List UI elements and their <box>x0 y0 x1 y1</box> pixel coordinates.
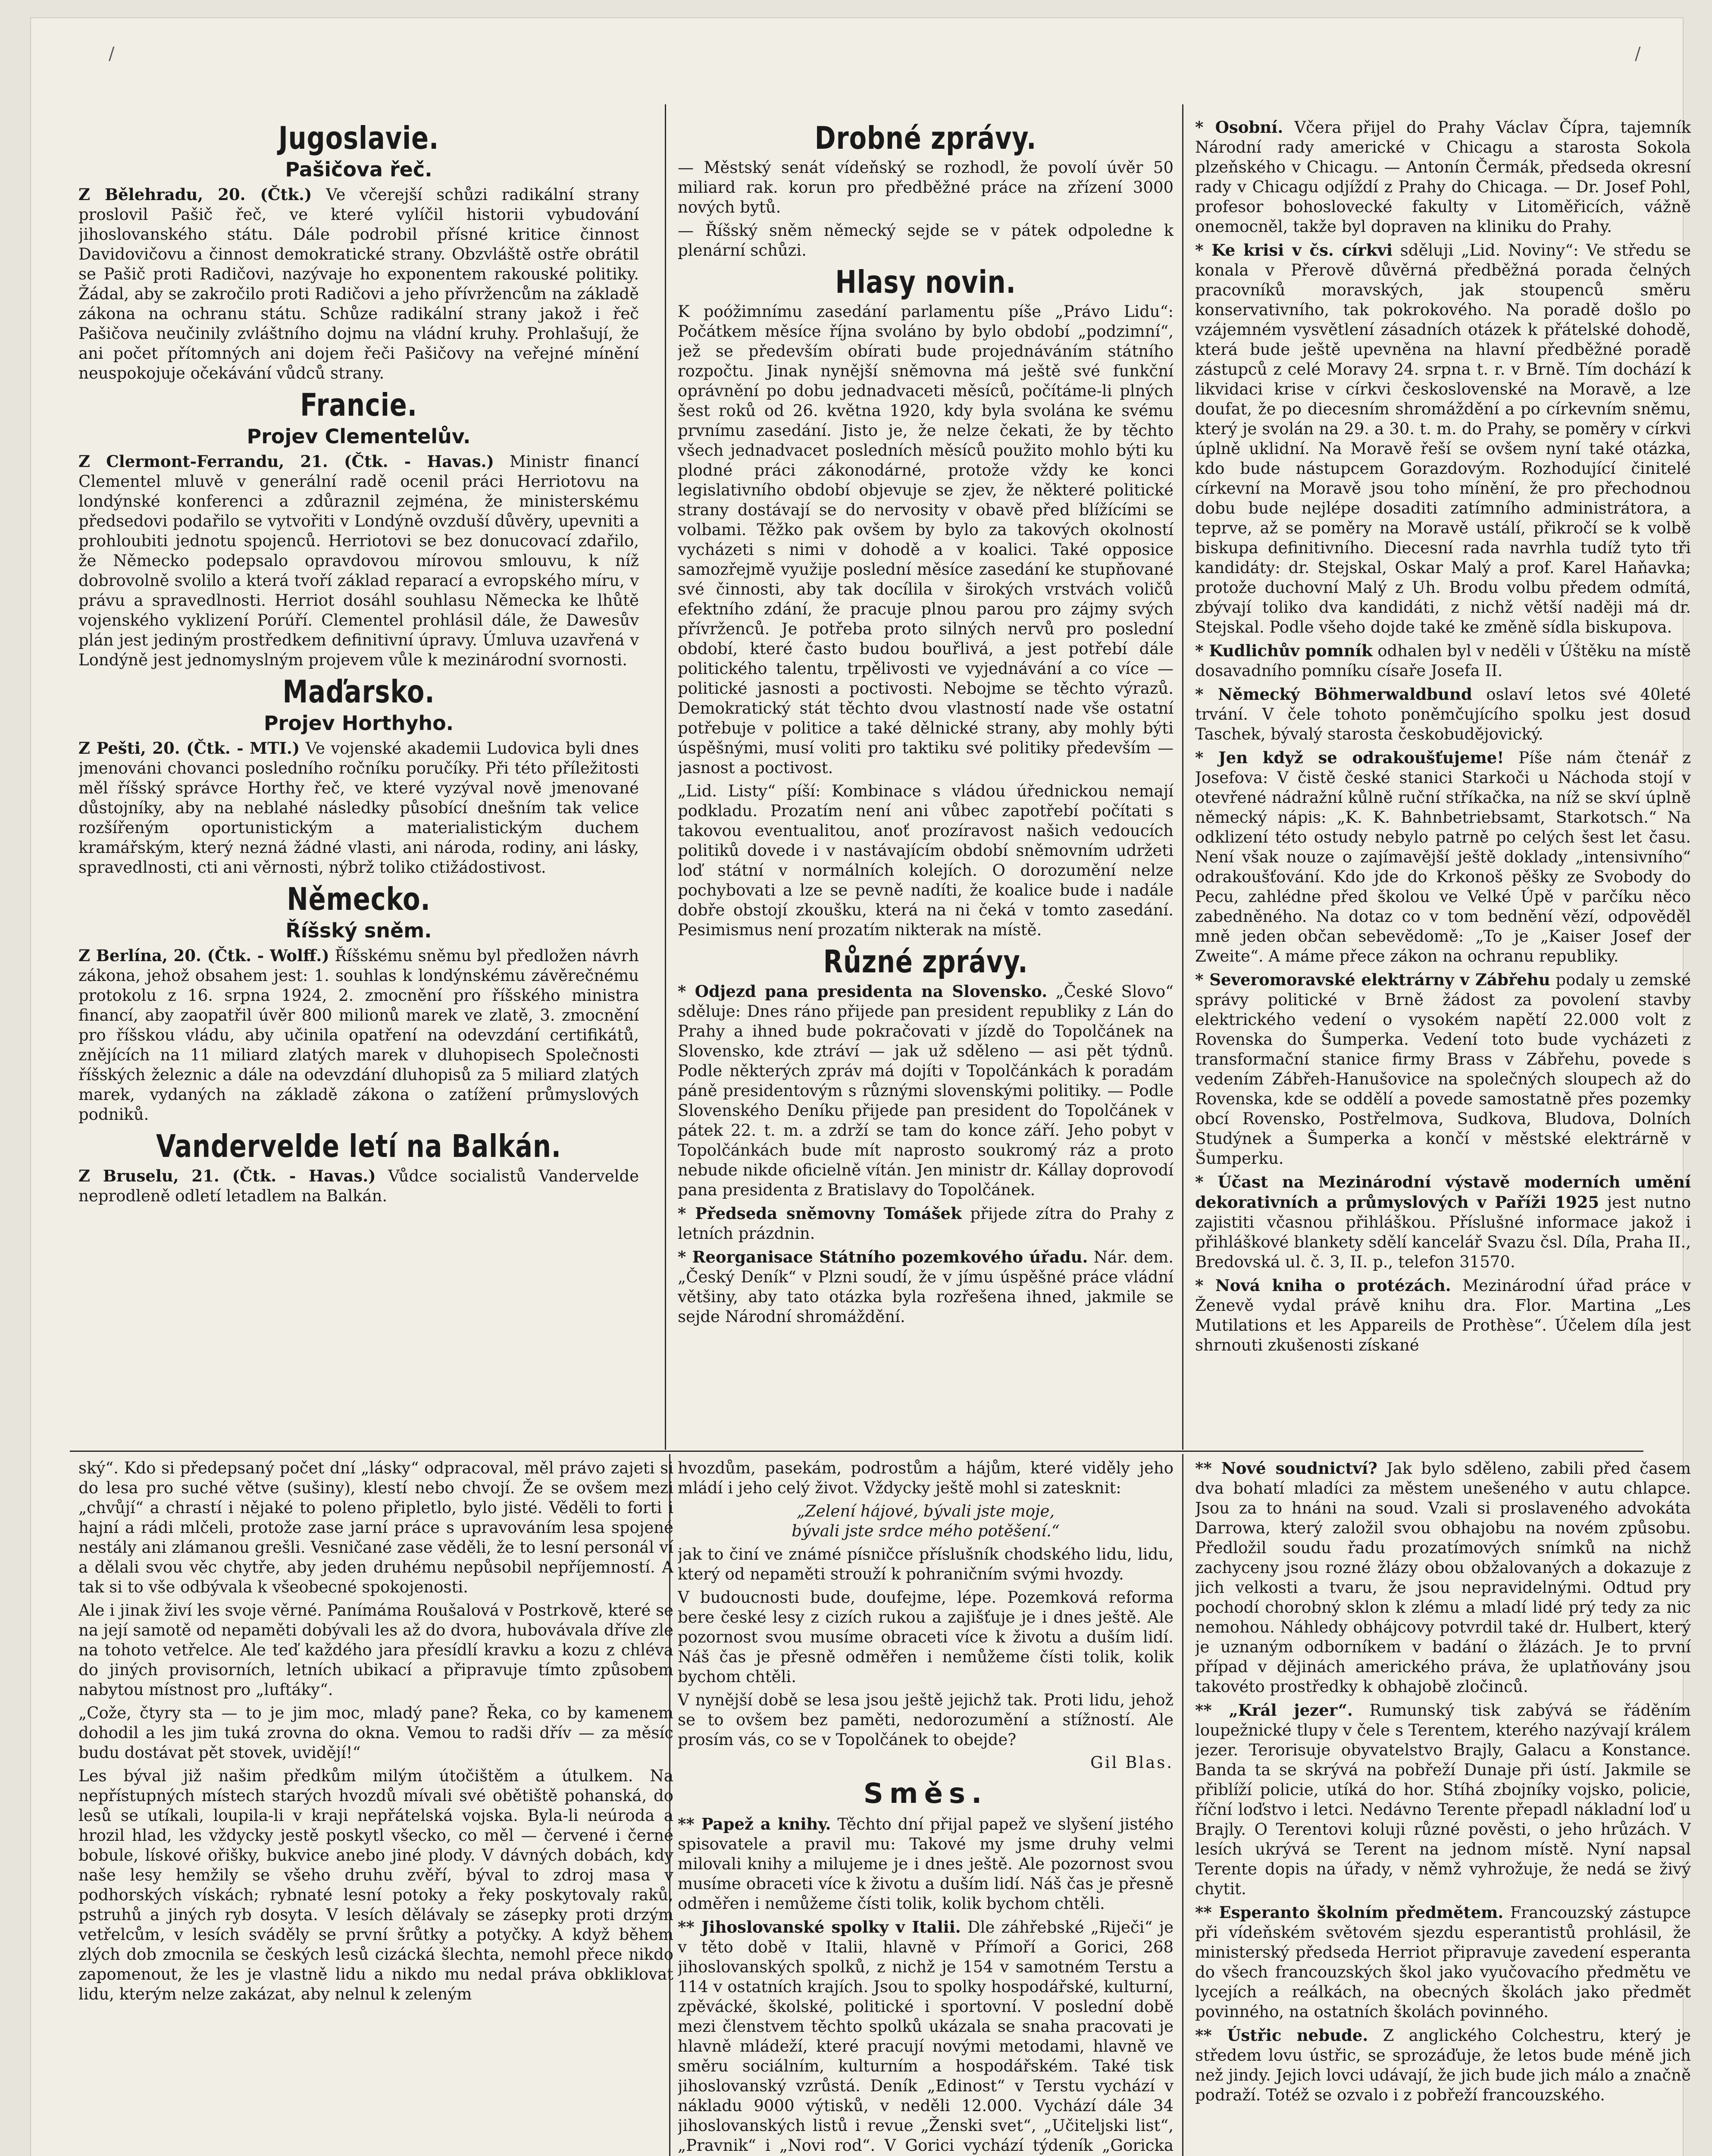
item-lead: * Ke krisi v čs. církvi <box>1195 241 1393 260</box>
paragraph: V nynější době se lesa jsou ještě jejichž tak. Proti lidu, jehož se to ovšem bez paměti, nedorozumění a stížností. Ale prosím vás, co se v Topolčánek to obejde? <box>678 1691 1174 1749</box>
item-body: Dle záhřebské „Riječi“ je v těto době v Italii, hlavně v Přímoří a Gorici, 268 jihoslovanských spolků, z nichž je 154 v samotném Terstu a 114 v ostatních krajích. Jsou to spolky hospodářské, kulturní, zpěvácké, školské, politické i sportovní. V poslední době mezi členstvem těchto spolků ukázala se snaha pracovati je hlavně mládeží, které pracují novými metodami, hlavně ve směru sociálním, kulturním a hospodářském. Také tisk jihoslovanský vzrůstá. Deník „Edinost“ v Terstu vychází v nákladu 9000 výtisků, v neděli 12.000. Vychází dále 34 jihoslovanských listů i revue „Ženski svet“, „Učiteljski list“, „Pravnik“ i „Novi rod“. V Gorici vychází týdeník „Goricka <box>678 1918 1174 2155</box>
paragraph: K poóžimnímu zasedání parlamentu píše „Právo Lidu“: Počátkem měsíce října svoláno by bylo období „podzimní“, jež se především obírati bude projednáváním státního rozpočtu. Jinak nynější sněmovna má ještě své funkční oprávnění po dobu jednadvaceti měsíců, počítáme-li plných šest roků od 26. května 1920, kdy byla svolána ke svému prvnímu zasedání. Jisto je, že nelze čekati, že by těchto všech jednadvacet posledních měsíců použito mohlo býti ku plodné práci zákonodárné, protože vždy ke konci legislativního období objevuje se zjev, že některé politické strany dostávají se do nervosity v obavě před blížícími se volbami. Těžko pak ovšem by bylo za takových okolností vycházeti s nimi v dohodě a v koalici. Také opposice samozřejmě využije poslední měsíce zasedání ke stupňované své činnosti, aby tak docílila v širokých vrstvách voličů efektního zdání, že pracuje plnou parou pro zájmy svých přívrženců. Je potřeba proto silných nervů pro poslední období, které často budou bouřlivá, a jest potřebí dále politického talentu, trpělivosti ve vyjednávání a co více — politické jasnosti a poctivosti. Nebojme se těchto výrazů. Demokratický stát těchto dvou vlastností nade vše ostatní potřebuje v politice a také dělnické strany, aby mohly býti úspěšnými, musí voliti pro taktiku své politiky především — jasnost a poctivost. <box>678 302 1174 777</box>
news-item <box>1195 1902 1691 2022</box>
headline-nemecko: Německo. <box>287 881 431 917</box>
item-body: Mezinárodní úřad práce v Ženevě vydal právě knihu dra. Flor. Martina „Les Mutilations et les Appareils de Prothèse“. Účelem díla jest shrnouti zkušenosti získané <box>1195 1276 1691 1354</box>
news-item <box>678 981 1174 1200</box>
paragraph: ský“. Kdo si předepsaný počet dní „lásky“ odpracoval, měl právo zajeti si do lesa pro suché větve (sušiny), klestí nebo chvojí. Že se ovšem mezi „chvůjí“ a chrastí i nějaké to poleno připletlo, bylo jisté. Věděli to forti i hajní a rádi mlčeli, protože zase jarní práce s upravováním lesa spojené nestály ani zlámanou grešli. Vesničané zase věděli, že to lesní personál ví a dělali svou věc chytře, aby jeden druhému nepůsobil nepříjemností. A tak si to vše odbývala k všeobecné spokojenosti. <box>78 1459 673 1596</box>
item-lead: * Německý Böhmerwaldbund <box>1195 685 1472 704</box>
newspaper-page <box>30 17 1691 2156</box>
news-item <box>1195 240 1691 637</box>
paragraph: V budoucnosti bude, doufejme, lépe. Pozemková reforma bere české lesy z cizích rukou a zajišťuje je i dnes ještě. Ale pozornost svou musíme obraceti více k životu a duším lidí. Náš čas je přesně odměřen i nemůžeme čísti tolik, kolik bychom chtěli. <box>678 1588 1174 1686</box>
page-mark-left: / <box>109 44 115 64</box>
item-lead: ** Nové soudnictví? <box>1195 1459 1377 1478</box>
item-lead: * Odjezd pana presidenta na Slovensko. <box>678 982 1048 1001</box>
news-item <box>678 1247 1174 1327</box>
item-lead: ** Jihoslovanské spolky v Italii. <box>678 1918 961 1937</box>
feuilleton-column-3 <box>1195 1458 1691 2156</box>
item-lead: * Osobní. <box>1195 118 1283 137</box>
headline-hlasy-novin: Hlasy novin. <box>835 264 1016 300</box>
feuilleton-column-2 <box>678 1458 1174 2156</box>
item-lead: ** Ústřic nebude. <box>1195 2026 1368 2045</box>
article-madarsko <box>78 738 639 877</box>
verse-line: „Zelení hájové, bývali jste moje, <box>796 1502 1055 1520</box>
paragraph: „Lid. Listy“ píší: Kombinace s vládou úřednickou nemají podkladu. Prozatím není ani vůbec zapotřebí počítati s takovou eventualitou, anoť prozíravost našich vedoucích politiků dovede i v nastávajícím období sněmovním udržeti loď státní v normálních kolejích. O dorozumění nelze pochybovati a lze se pevně nadíti, že koalice bude i nadále dobře obstojí zkoušku, která na ni čeká v tomto zasedání. Pesimismus není prozatím nikterak na místě. <box>678 782 1174 939</box>
subhead-projev-horthyho: Projev Horthyho. <box>263 711 454 735</box>
item-lead: ** Papež a knihy. <box>678 1814 831 1833</box>
item-body: Píše nám čtenář z Josefova: V čistě české stanici Starkoči u Náchoda stojí v otevřené nádražní kůlně ruční stříkačka, na níž se skví úplně německý nápis: „K. K. Bahnbetriebsamt, Starkotsch.“ Na odklizení této ostudy nebylo patrně po celých šest let času. Není však nouze o zajímavější ještě doklady „intensivního“ odrakoušťování. Kdo jde do Krkonoš pěšky ze Svobody do Pecu, zahlédne před školou ve Velké Úpě v parčíku něco zabedněného. Na dotaz co v tom bednění vězí, odpověděl mně jeden občan sebevědomě: „To je „Kaiser Josef der Zweite“. A máme přece zákon na ochranu republiky. <box>1195 749 1691 965</box>
headline-drobne-zpravy: Drobné zprávy. <box>814 120 1037 156</box>
author-signature: Gil Blas. <box>1090 1753 1174 1772</box>
news-item <box>1195 117 1691 237</box>
news-item <box>1195 641 1691 681</box>
item-body: přijede zítra do Prahy z letních prázdnin. <box>678 1204 1174 1243</box>
paragraph: Les býval již našim předkům milým útočištěm a útulkem. Na nepřístupných místech starých hvozdů mívali své obětiště pohanská, do lesů se utíkali, loupila-li v kraji nepřátelská vojska. Byla-li neúroda a hrozil hlad, les vždycky jestě poskytl všecko, co měl — červené i černé bobule, lískové ořišky, bukvice anebo jiné plody. V dávných dobách, kdy naše lesy hemžily se všeho druhu zvěří, býval to zdroj masa v podhorských vískách; rybnaté lesní potoky a řeky poskytovaly raků, pstruhů a jiných ryb dosyta. V lesích dělávaly se zásepky proti drzým vetřelcům, v lesích sváděly se první šrůtky a potyčky. A když během zlých dob zmocnila se českých lesů cizácká šlechta, nemohl přece nikdo zapomenout, že les je vlastně lidu a nikdo mu nedal práva obkliklovat lidu, kterým nelze zakázat, aby nelnul k zeleným <box>78 1767 673 2003</box>
item-lead: * Jen když se odrakoušťujeme! <box>1195 748 1504 767</box>
dateline: Z Bruselu, 21. (Čtk. - Havas.) <box>78 1166 376 1185</box>
news-item <box>1195 684 1691 744</box>
news-item <box>1195 1458 1691 1697</box>
item-lead: ** „Král jezer“. <box>1195 1701 1353 1720</box>
item-body: „České Slovo“ sděluje: Dnes ráno přijede pan president republiky z Lán do Prahy a ihned bude pokračovati v jízdě do Topolčánek na Slovensko, kde ztráví — jak už sděleno — asi pět týdnů. Podle některých zpráv má dojíti v Topolčánkách k poradám páně presidentovým s různými slovenskými politiky. — Podle Slovenského Deníku přijede pan president do Topolčánek v pátek 22. t. m. a zdrží se tam do konce září. Jeho pobyt v Topolčánkách bude mít naprosto soukromý ráz a proto nebude nikde oficielně vítán. Jen ministr dr. Kállay doprovodí pana presidenta z Bratislavy do Topolčánek. <box>678 982 1174 1199</box>
headline-francie: Francie. <box>300 387 417 423</box>
article-body: Vůdce socialistů Vandervelde neprodleně odletí letadlem na Balkán. <box>78 1167 639 1205</box>
subhead-rissky-snem: Říšský sněm. <box>285 919 432 942</box>
paragraph: Ale i jinak živí les svoje věrné. Panímáma Roušalová v Postrkově, které se na její samotě od nepaměti dobývali les až do dvora, hubovávala dříve zle na tohoto vetřelce. Ale teď každého jara přesídlí kravku a kozu z chléva do jiných provisorních, letních ubikací a připravuje tímto způsobem nabytou místnost pro „luftáky“. <box>78 1601 673 1699</box>
item-lead: ** Esperanto školním předmětem. <box>1195 1903 1504 1922</box>
column-1 <box>78 117 639 1445</box>
column-2 <box>678 117 1174 1445</box>
headline-ruzne-zpravy: Různé zprávy. <box>823 943 1028 980</box>
subhead-pasicova-rec: Pašičova řeč. <box>285 158 432 181</box>
headline-madarsko: Maďarsko. <box>282 674 435 710</box>
item-lead: * Reorganisace Státního pozemkového úřadu. <box>678 1247 1088 1266</box>
verse-line: bývali jste srdce mého potěšení.“ <box>792 1522 1060 1540</box>
item-body: sděluji „Lid. Noviny“: Ve středu se konala v Přerově důvěrná předběžná porada čelných pracovníků moravských, jak stoupenců směru konservativního, tak pokrokového. Na poradě došlo po vzájemném vysvětlení zásadních otázek k přátelské dohodě, která bude ještě upevněna na hlavní předběžné poradě zástupců z celé Moravy 24. srpna t. r. v Brně. Tím dochází k likvidaci krise v církvi československé na Moravě, a lze doufat, že po diecesním shromáždění a po církevním sněmu, který je svolán na 29. a 30. t. m. do Prahy, se poměry v církvi úplně uklidní. Na Moravě řeší se ovšem nyní také otázka, kdo bude nástupcem Gorazdovým. Rozhodující činitelé církevní na Moravě jsou toho mínění, že pro přechodnou dobu bude nejlépe dosaditi zatímního administrátora, a teprve, až se poměry na Moravě ustálí, přikročí se k volbě biskupa definitivního. Diecesní rada navrhla tudíž tyto tři kandidáty: dr. Stejskal, Oskar Malý a prof. Karel Haňavka; protože duchovní Malý z Uh. Brodu volbu předem odmítá, zbývají toliko dva kandidáti, z nichž větší naději má dr. Stejskal. Podle všeho dojde také ke změně sídla biskupova. <box>1195 241 1691 636</box>
dateline: Z Berlína, 20. (Čtk. - Wolff.) <box>78 946 329 965</box>
feuilleton-column-1 <box>78 1458 673 2156</box>
paragraph: — Městský senát vídeňský se rozhodl, že povolí úvěr 50 miliard rak. korun pro předběžné práce na zřízení 3000 nových bytů. <box>678 158 1174 216</box>
column-rule-2 <box>1182 104 1183 1450</box>
article-body: Říšskému sněmu byl předložen návrh zákona, jehož obsahem jest: 1. souhlas k londýnskému závěrečnému protokolu z 16. srpna 1924, 2. zmocnění pro říšského ministra financí, aby zaopatřil úvěr 800 milionů marek ve zlatě, 3. zmocnění pro říšskou vládu, aby učinila opatření na odevzdání certifikátů, znějících na 11 miliard zlatých marek v dluhopisech Společnosti říšských železnic a dále na odevzdání dluhopisů za 5 miliard zlatých marek, vydaných na základě zákona o zatížení průmyslových podniků. <box>78 946 639 1124</box>
headline-jugoslavie: Jugoslavie. <box>278 120 439 156</box>
article-body: Ve včerejší schůzi radikální strany proslovil Pašič řeč, ve které vylíčil historii vybudování jihoslovanského státu. Dále podrobil přísné kritice činnost Davidovičovu a činnost demokratické strany. Obzvláště ostře obrátil se Pašič proti Radičovi, nazývaje ho exponentem rakouské politiky. Žádal, aby se zakročilo proti Radičovi a jeho přívržencům na základě zákona na ochranu státu. Schůze radikální strany jakož i řeč Pašičova neučinily zvláštního dojmu na vládní kruhy. Prohlašují, že ani počet přítomných ani dojem řeči Pašičovy na veřejné mínění neuspokojuje očekávání vůdců strany. <box>78 185 639 382</box>
paragraph: jak to činí ve známé písničce příslušník chodského lidu, lidu, který od nepaměti strouží k pohraničním svými hvozdy. <box>678 1545 1174 1583</box>
news-item <box>678 1917 1174 2156</box>
dateline: Z Pešti, 20. (Čtk. - MTI.) <box>78 739 300 758</box>
news-item <box>1195 748 1691 966</box>
news-item <box>1195 1700 1691 1899</box>
item-lead: * Nová kniha o protézách. <box>1195 1276 1451 1295</box>
news-item <box>678 1203 1174 1244</box>
article-jugoslavie <box>78 185 639 383</box>
feuilleton-rule <box>70 1451 1643 1452</box>
paragraph: — Říšský sněm německý sejde se v pátek odpoledne k plenární schůzi. <box>678 221 1174 260</box>
article-francie <box>78 451 639 670</box>
news-item <box>678 1814 1174 1914</box>
item-lead: * Předseda sněmovny Tomášek <box>678 1204 962 1223</box>
article-vandervelde <box>78 1166 639 1206</box>
news-item <box>1195 1275 1691 1355</box>
paragraph: hvozdům, pasekám, podrostům a hájům, které viděly jeho mládí i jeho celý život. Vždycky ještě mohl si zatesknit: <box>678 1459 1174 1497</box>
headline-smes: Směs. <box>863 1778 988 1810</box>
item-lead: * Účast na Mezinárodní výstavě moderních umění dekorativních a průmyslových v Paříži 1925 <box>1195 1172 1691 1212</box>
item-lead: * Kudlichův pomník <box>1195 641 1373 660</box>
item-body: Nár. dem. „Český Deník“ v Plzni soudí, že v jímu úspěšné práce vládní většiny, aby tato otázka byla rozřešena ihned, jakmile se sejde Národní shromáždění. <box>678 1248 1174 1326</box>
article-nemecko <box>78 946 639 1125</box>
dateline: Z Clermont-Ferrandu, 21. (Čtk. - Havas.) <box>78 452 494 471</box>
item-body: jest nutno zajistiti včasnou přihláškou. Příslušné informace jakož i přihláškové blankety sdělí kancelář Svazu čsl. Díla, Praha II., Bredovská ul. č. 3, II. p., telefon 31570. <box>1195 1193 1691 1271</box>
item-body: Rumunský tisk zabývá se řáděním loupežnické tlupy v čele s Terentem, kterého nazývají králem jezer. Terorisuje obyvatelstvo Brajly, Galacu a Konstance. Banda ta se skrývá na pobřeží Dunaje při ústí. Jakmile se přiblíží policie, utíká do hor. Stíhá zbojníky vojsko, policie, říční loďstvo i letci. Nedávno Terente přepadl nákladní loď u Brajly. O Terentovi koluji různé pověsti, o jeho hrůzách. V lesích ukrývá se Terent na jednom místě. Nyní napsal Terente dopis na úřady, v němž vyhrožuje, že nedá se živý chytit. <box>1195 1701 1691 1898</box>
article-body: Ministr financí Clementel mluvě v generální radě ocenil práci Herriotovu na londýnské konferenci a zdůraznil zejména, že ministerskému předsedovi podařilo se vytvořiti v Londýně ovzduší důvěry, upevniti a prohloubiti jednotu spojenců. Herriotovi se bez donucovací zdařilo, že Německo podepsalo opravdovou mírovou smlouvu, k níž dobrovolně svolilo a která tvoří základ reparací a evropského míru, v právu a spravedlnosti. Herriot dosáhl souhlasu Německa ke lhůtě vojenského vyklizení Porúří. Clementel prohlásil dále, že Dawesův plán jest jediným prostředkem definitivní úpravy. Úmluva uzavřená v Londýně jest jednomyslným projevem vůle k mezinárodní svornosti. <box>78 452 639 669</box>
headline-vandervelde: Vandervelde letí na Balkán. <box>156 1128 561 1164</box>
news-item <box>1195 970 1691 1169</box>
news-item <box>1195 1172 1691 1272</box>
item-body: Těchto dní přijal papež ve slyšení jistého spisovatele a pravil mu: Takové my jsme druhy velmi milovali knihy a milujeme je i dnes ještě. Ale pozornost svou musíme obraceti více k životu a duším lidí. Náš čas je přesně odměřen i nemůžeme čísti tolik, kolik bychom chtěli. <box>678 1815 1174 1913</box>
item-body: odhalen byl v neděli v Úštěku na místě dosavadního pomníku císaře Josefa II. <box>1195 642 1691 680</box>
item-body: Jak bylo sděleno, zabili před časem dva bohatí mladíci za městem unešeného v autu chlapce. Jsou za to hnáni na soud. Vzali si proslaveného advokáta Darrowa, který založil svou obhajobu na novém způsobu. Předložil soudu řadu prozatímových snímků na nichž zachyceny jsou rozné žlázy obou obžalovaných a dokazuje z jich velkosti a tvaru, že jsou nepravidelnými. Odtud pry pochodí chorobný sklon k zlému a mladí lidé prý tedy za nic nemohou. Náhledy obhájcovy potvrdil také dr. Hulbert, který je uznaným odborníkem v badání o žlázách. Je to první případ v dějinách amerického práva, že uplatňovány jsou takovéto prostředky k obhajobě zločinců. <box>1195 1459 1691 1696</box>
column-rule-4 <box>1182 1454 1183 2156</box>
item-body: podaly u zemské správy politické v Brně žádost za povolení stavby elektrického vedení o vysokém napětí 22.000 volt z Rovenska do Šumperka. Vedení toto bude vycházeti z transformační stanice firmy Brass v Zábřehu, povede s vedením Zábřeh-Hanušovice na společných sloupech až do Rovenska, kde se oddělí a povede samostatně přes pozemky obcí Rovensko, Postřelmova, Sudkova, Bludova, Dolních Studýnek a Šumperka a končí v městské elektrárně v Šumperku. <box>1195 971 1691 1168</box>
column-rule-1 <box>665 104 666 1450</box>
item-lead: * Severomoravské elektrárny v Zábřehu <box>1195 970 1550 989</box>
paragraph: „Cože, čtyry sta — to je jim moc, mladý pane? Řeka, co by kamenem dohodil a les jim tuká zrovna do okna. Vemou to radši dřív — za měsíc budu dostávat pět stovek, uvidějí!“ <box>78 1704 673 1762</box>
page-mark-right: / <box>1635 44 1641 64</box>
subhead-projev-clementeluv: Projev Clementelův. <box>247 425 471 448</box>
item-body: oslaví letos své 40leté trvání. V čele tohoto poněmčujícího spolku jest dosud Taschek, bývalý starosta českobudějovický. <box>1195 685 1691 743</box>
column-3 <box>1195 117 1691 1445</box>
dateline: Z Bělehradu, 20. (Čtk.) <box>78 185 312 204</box>
news-item <box>1195 2025 1691 2105</box>
item-body: Francouzský zástupce při vídeňském světovém sjezdu esperantistů prohlásil, že ministerský předseda Herriot připravuje zavedení esperanta do všech francouzských škol jako vyučovacího předmětu ve lycejích a reálkách, na obecných školách jako předmět povinného, na ostatních školách povinného. <box>1195 1903 1691 2021</box>
item-body: Z anglického Colchestru, který je středem lovu ústřic, se sprozáďuje, že letos bude méně jich než jindy. Jejich lovci udávají, že jich bude jich málo a značně podraží. Totéž se ozvalo i z pobřeží francouzského. <box>1195 2026 1691 2104</box>
item-body: Včera přijel do Prahy Václav Čípra, tajemník Národní rady americké v Chicagu a starosta Sokola plzeňského v Chicagu. — Antonín Čermák, předseda okresní rady v Chicagu odjíždí z Prahy do Chicaga. — Dr. Josef Pohl, profesor bohoslovecké fakulty v Litoměřicích, vážně onemocněl, takže byl dopraven na kliniku do Prahy. <box>1195 118 1691 236</box>
article-body: Ve vojenské akademii Ludovica byli dnes jmenováni chovanci posledního ročníku poručíky. Při této příležitosti měl říšský správce Horthy řeč, ve které vyzýval nově jmenované důstojníky, aby na neblahé následky působící dnešním tak velice rozšířeným oportunistickým a materialistickým duchem kramářským, který nezná žádné vlasti, ani národa, rodiny, ani lásky, spravedlnosti, cti ani věrnosti, nýbrž toliko ctižádostivost. <box>78 739 639 877</box>
